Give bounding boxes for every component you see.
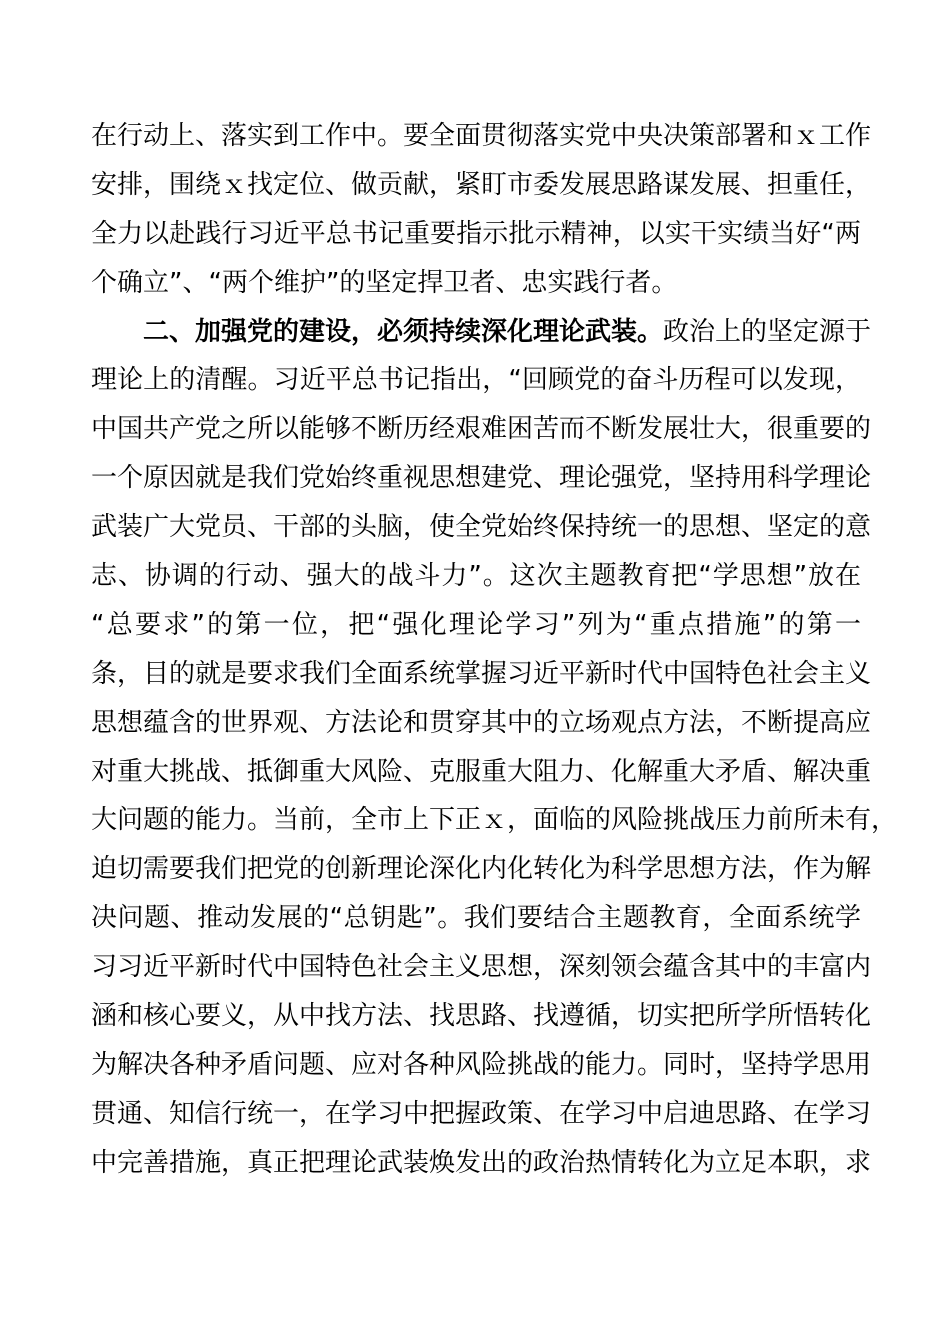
text-line: 贯通、知信行统一，在学习中把握政策、在学习中启迪思路、在学习 [91,1098,872,1129]
text-line: 为解决各种矛盾问题、应对各种风险挑战的能力。同时，坚持学思用 [91,1049,872,1080]
text-line: 个确立”、“两个维护”的坚定捍卫者、忠实践行者。 [91,267,678,298]
text-line: 武装广大党员、干部的头脑，使全党始终保持统一的思想、坚定的意 [91,512,872,543]
text-line: 全力以赴践行习近平总书记重要指示批示精神，以实干实绩当好“两 [91,218,861,249]
section-heading: 二、加强党的建设，必须持续深化理论武装。 [143,316,664,347]
text-line: 习习近平新时代中国特色社会主义思想，深刻领会蕴含其中的丰富内 [91,952,872,983]
text-line: 安排，围绕ｘ找定位、做贡献，紧盯市委发展思路谋发展、担重任， [91,169,872,200]
text-line: 志、协调的行动、强大的战斗力”。这次主题教育把“学思想”放在 [91,561,861,592]
text-line: 对重大挑战、抵御重大风险、克服重大阻力、化解重大矛盾、解决重 [91,756,872,787]
paragraph-1 [91,112,872,308]
text-line: 大问题的能力。当前，全市上下正ｘ，面临的风险挑战压力前所未有， [91,805,898,836]
text-line: 迫切需要我们把党的创新理论深化内化转化为科学思想方法，作为解 [91,854,872,885]
paragraph-2 [91,308,898,1188]
text-line: 理论上的清醒。习近平总书记指出，“回顾党的奋斗历程可以发现， [91,365,861,396]
text-line: 中完善措施，真正把理论武装焕发出的政治热情转化为立足本职，求 [91,1147,872,1178]
text-line: 一个原因就是我们党始终重视思想建党、理论强党，坚持用科学理论 [91,463,872,494]
text-line: 中国共产党之所以能够不断历经艰难困苦而不断发展壮大，很重要的 [91,414,872,445]
text-line: 思想蕴含的世界观、方法论和贯穿其中的立场观点方法，不断提高应 [91,707,872,738]
document-body [91,112,898,1188]
text-line: 决问题、推动发展的“总钥匙”。我们要结合主题教育，全面系统学 [91,903,861,934]
text-line: 条，目的就是要求我们全面系统掌握习近平新时代中国特色社会主义 [91,658,872,689]
text-line: 在行动上、落实到工作中。要全面贯彻落实党中央决策部署和ｘ工作 [91,121,872,151]
text-line [91,308,872,357]
text-line: “总要求”的第一位，把“强化理论学习”列为“重点措施”的第一 [91,609,861,640]
text-line: 涵和核心要义，从中找方法、找思路、找遵循，切实把所学所悟转化 [91,1001,872,1032]
text-span: 政治上的坚定源于 [663,316,872,347]
